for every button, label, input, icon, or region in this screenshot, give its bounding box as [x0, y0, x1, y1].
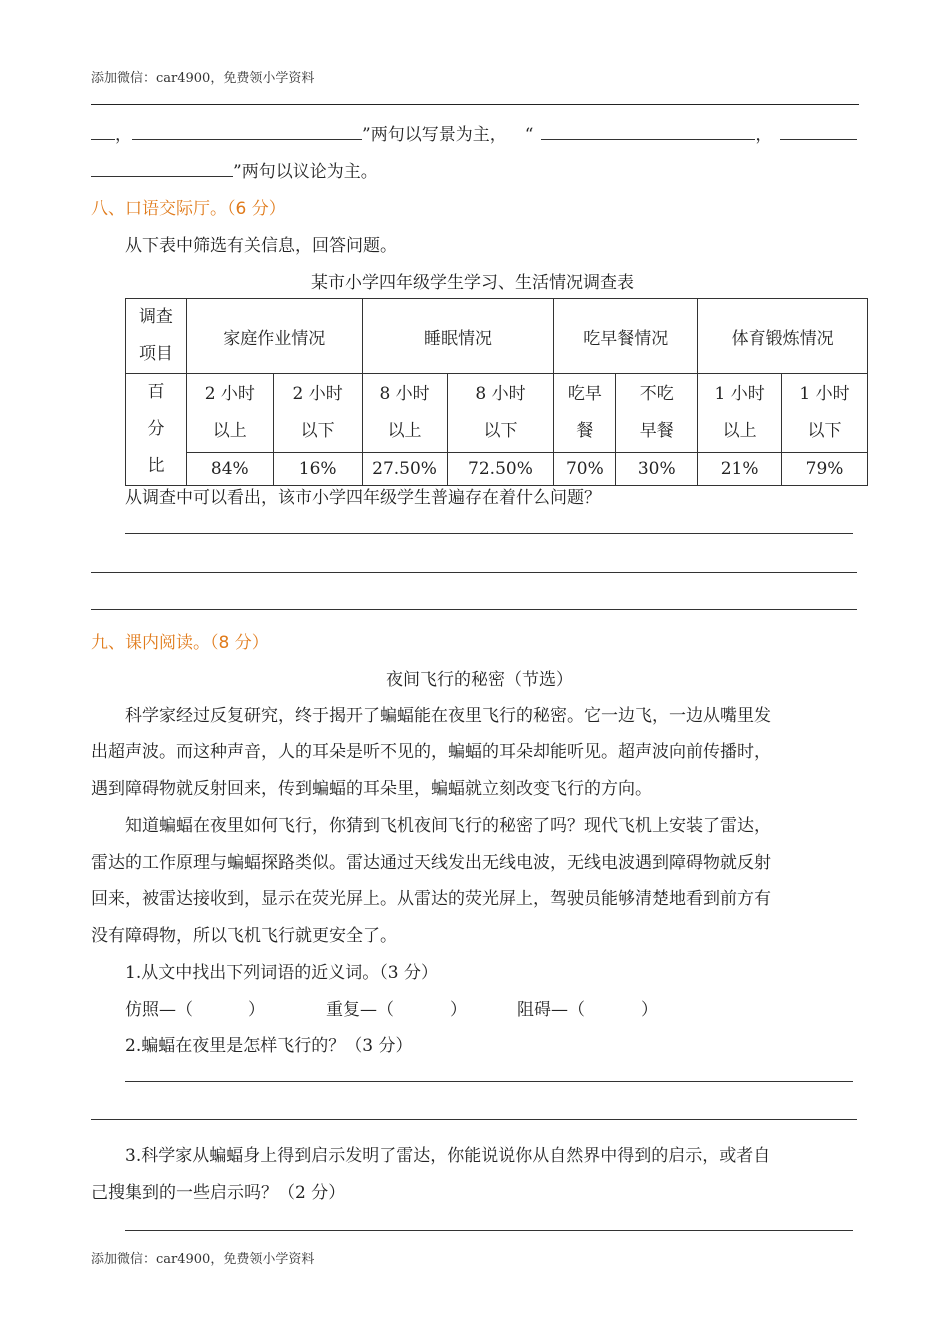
passage-line: 没有障碍物，所以飞机飞行就更安全了。 — [91, 926, 397, 946]
passage-line: 科学家经过反复研究，终于揭开了蝙蝠能在夜里飞行的秘密。它一边飞，一边从嘴里发 — [125, 706, 771, 726]
passage-line: 遇到障碍物就反射回来，传到蝙蝠的耳朵里，蝙蝠就立刻改变飞行的方向。 — [91, 779, 652, 799]
sub-item-text: 餐 — [576, 420, 594, 441]
answer-line[interactable] — [125, 1081, 853, 1082]
label-text: 项目 — [138, 344, 173, 364]
percentage-cell: 27.50% — [362, 452, 447, 486]
sub-item-text: 1 小时 — [714, 383, 765, 404]
sub-item-text: 以上 — [722, 420, 757, 441]
passage-line: 出超声波。而这种声音，人的耳朵是听不见的，蝙蝠的耳朵却能听见。超声波向前传播时， — [91, 742, 771, 762]
answer-blank[interactable] — [780, 123, 857, 140]
section-8-question: 从调查中可以看出，该市小学四年级学生普遍存在着什么问题？ — [125, 488, 601, 508]
sub-item-cell — [616, 374, 698, 453]
q1-paren-close: ） — [641, 1000, 658, 1020]
label-text: 百 — [147, 382, 165, 402]
percentage-cell: 79% — [782, 452, 868, 486]
table-header-row — [126, 299, 868, 374]
sub-item-text: 以上 — [212, 420, 247, 441]
q1-item-repeat: 重复—（ — [326, 1000, 394, 1020]
sub-item-text: 以下 — [300, 420, 335, 441]
row-label-percentage — [126, 374, 187, 486]
sub-item-text: 吃早 — [567, 383, 602, 404]
fill-text: ”两句以写景为主， — [362, 125, 507, 145]
q1-paren-close: ） — [248, 1000, 265, 1020]
label-text: 调查 — [138, 307, 173, 327]
answer-line[interactable] — [91, 1119, 857, 1120]
q1-item-obstruct: 阻碍—（ — [517, 1000, 585, 1020]
comma: ， — [755, 125, 773, 145]
passage-line: 回来，被雷达接收到，显示在荧光屏上。从雷达的荧光屏上，驾驶员能够清楚地看到前方有 — [91, 889, 771, 909]
sub-item-cell — [554, 374, 616, 453]
section-9-title: 九、课内阅读。（8 分） — [91, 633, 269, 653]
q1-item-imitate: 仿照—（ — [125, 1000, 193, 1020]
header-divider — [91, 104, 859, 105]
passage-title: 夜间飞行的秘密（节选） — [386, 670, 573, 690]
table-title: 某市小学四年级学生学习、生活情况调查表 — [311, 273, 634, 293]
comma: ， — [115, 125, 132, 145]
section-8-title: 八、口语交际厅。（6 分） — [91, 199, 286, 219]
sub-item-text: 2 小时 — [292, 383, 343, 404]
label-text: 比 — [147, 456, 165, 476]
sub-item-text: 以上 — [387, 420, 422, 441]
sub-item-cell — [447, 374, 554, 453]
percentage-cell: 21% — [698, 452, 782, 486]
answer-blank[interactable] — [91, 160, 233, 177]
label-text: 分 — [147, 419, 165, 439]
sub-item-text: 2 小时 — [204, 383, 255, 404]
q1-paren-close: ） — [450, 1000, 467, 1020]
footer-watermark: 添加微信：car4900，免费领小学资料 — [91, 1252, 315, 1267]
question-3-line-2: 己搜集到的一些启示吗？（2 分） — [91, 1183, 346, 1203]
sub-item-cell — [273, 374, 362, 453]
answer-line[interactable] — [91, 609, 857, 610]
percentage-cell: 72.50% — [447, 452, 554, 486]
fill-text: ”两句以议论为主。 — [233, 162, 378, 182]
answer-blank[interactable] — [541, 123, 755, 140]
answer-line[interactable] — [125, 1230, 853, 1231]
percentage-cell: 30% — [616, 452, 698, 486]
passage-line: 雷达的工作原理与蝙蝠探路类似。雷达通过天线发出无线电波，无线电波遇到障碍物就反射 — [91, 853, 771, 873]
sub-item-text: 以下 — [807, 420, 842, 441]
sub-item-text: 8 小时 — [475, 383, 526, 404]
sub-item-text: 以下 — [483, 420, 518, 441]
sub-item-cell — [782, 374, 868, 453]
category-breakfast: 吃早餐情况 — [554, 299, 698, 374]
sub-item-cell — [186, 374, 273, 453]
category-sleep: 睡眠情况 — [362, 299, 554, 374]
answer-line[interactable] — [91, 572, 857, 573]
header-watermark: 添加微信：car4900，免费领小学资料 — [91, 71, 315, 86]
passage-line: 知道蝙蝠在夜里如何飞行，你猜到飞机夜间飞行的秘密了吗？现代飞机上安装了雷达， — [125, 816, 771, 836]
sub-item-cell — [698, 374, 782, 453]
question-3-line-1: 3.科学家从蝙蝠身上得到启示发明了雷达，你能说说你从自然界中得到的启示，或者自 — [125, 1146, 771, 1166]
sub-item-text: 早餐 — [639, 420, 674, 441]
sub-item-cell — [362, 374, 447, 453]
category-homework: 家庭作业情况 — [186, 299, 362, 374]
percentage-cell: 16% — [273, 452, 362, 486]
table-percentage-row — [126, 452, 868, 486]
sub-item-text: 8 小时 — [379, 383, 430, 404]
question-1: 1.从文中找出下列词语的近义词。（3 分） — [125, 963, 438, 983]
section-8-instruction: 从下表中筛选有关信息，回答问题。 — [125, 236, 397, 256]
answer-line[interactable] — [125, 533, 853, 534]
category-exercise: 体育锻炼情况 — [698, 299, 868, 374]
survey-table — [125, 298, 868, 486]
table-subitem-row — [126, 374, 868, 453]
fill-line-2 — [91, 157, 378, 182]
sub-item-text: 不吃 — [639, 383, 674, 404]
sub-item-text: 1 小时 — [799, 383, 850, 404]
percentage-cell: 70% — [554, 452, 616, 486]
open-quote: “ — [524, 125, 534, 145]
row-label-survey-item — [126, 299, 187, 374]
percentage-cell: 84% — [186, 452, 273, 486]
question-2: 2.蝙蝠在夜里是怎样飞行的？（3 分） — [125, 1036, 413, 1056]
answer-blank[interactable] — [91, 123, 115, 140]
answer-blank[interactable] — [132, 123, 362, 140]
fill-line-1 — [91, 120, 859, 145]
